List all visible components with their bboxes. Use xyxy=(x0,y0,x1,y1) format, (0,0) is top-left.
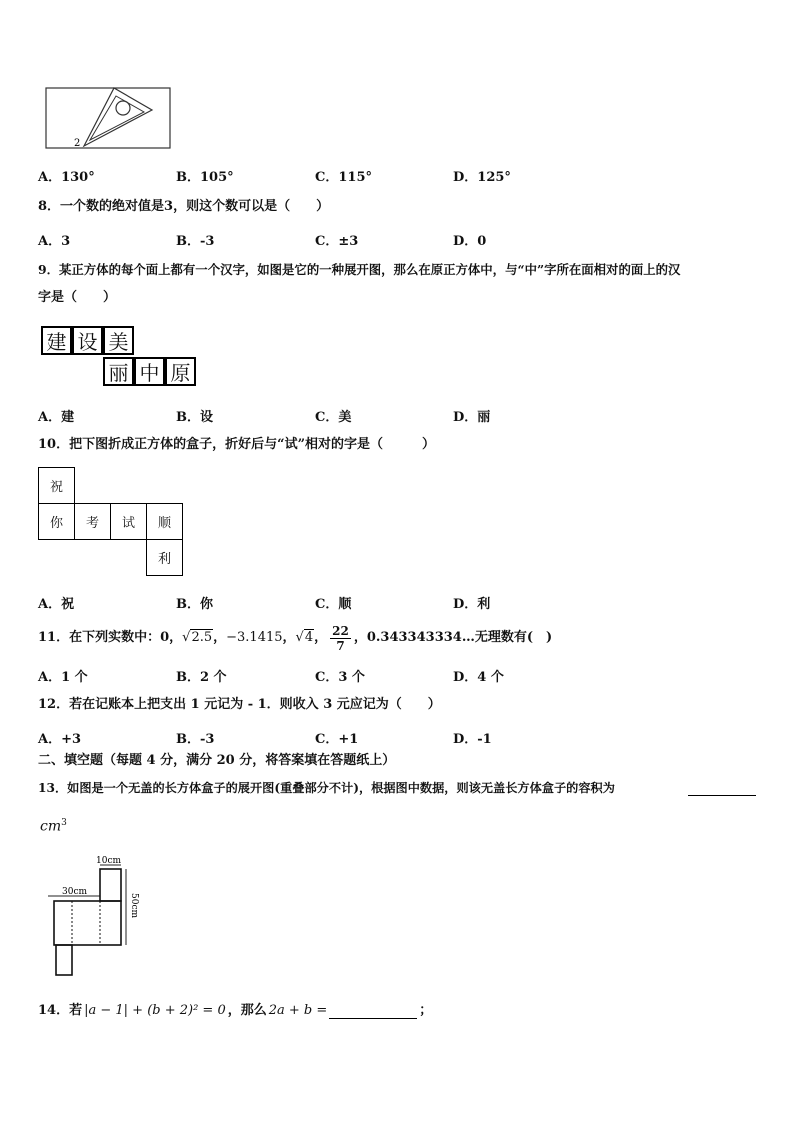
q11-sqrt-a-radicand: 2.5 xyxy=(191,630,213,645)
q13-stem: 13．如图是一个无盖的长方体盒子的展开图(重叠部分不计)，根据图中数据，则该无盖长方体盒子的容积为 xyxy=(38,781,615,795)
q9-net-cell: 美 xyxy=(103,326,134,355)
q13-label-left: 30cm xyxy=(62,887,88,897)
q10-stem: 10．把下图折成正方体的盒子，折好后与“试”相对的字是（ ） xyxy=(38,437,436,452)
q14-prefix: 14．若 xyxy=(38,1003,83,1018)
section-2-heading: 二、填空题（每题 4 分，满分 20 分，将答案填在答题纸上） xyxy=(38,753,396,768)
q13-unit xyxy=(40,818,67,835)
q11-sep-2: ， xyxy=(282,630,296,645)
q10-net-cell: 利 xyxy=(146,539,183,576)
q7-rectangle xyxy=(46,88,170,148)
q9-option-a[interactable]: A．建 xyxy=(38,410,75,425)
q8-option-b[interactable]: B．-3 xyxy=(176,234,215,249)
q11-fraction xyxy=(330,624,351,653)
q11-option-d[interactable]: D．4 个 xyxy=(453,670,504,685)
q11-option-a[interactable]: A．1 个 xyxy=(38,670,88,685)
q11-stem-prefix: 11．在下列实数中：0， xyxy=(38,630,183,645)
q10-net-cell: 你 xyxy=(38,503,75,540)
q11-frac-num: 22 xyxy=(332,623,349,638)
q8-option-a[interactable]: A．3 xyxy=(38,234,71,249)
q11-stem-suffix: ，0.343343334…无理数有( ) xyxy=(353,630,553,645)
q11-sqrt-b: √4 xyxy=(295,630,314,645)
q9-net-cell: 建 xyxy=(41,326,72,355)
q8-option-d[interactable]: D．0 xyxy=(453,234,487,249)
q9-net-cell: 设 xyxy=(72,326,103,355)
q11-frac-den: 7 xyxy=(336,638,345,653)
q10-net-cell: 考 xyxy=(74,503,111,540)
q12-option-b[interactable]: B．-3 xyxy=(176,732,215,747)
q14-answer-blank[interactable] xyxy=(329,1004,417,1019)
q13-label-right: 50cm xyxy=(129,893,139,919)
q7-circle xyxy=(116,101,130,115)
q14-stem xyxy=(38,1003,432,1019)
q12-option-c[interactable]: C．+1 xyxy=(315,732,359,747)
q12-option-d[interactable]: D．-1 xyxy=(453,732,492,747)
q9-stem-line1: 9．某正方体的每个面上都有一个汉字，如图是它的一种展开图，那么在原正方体中，与“中”字所在面相对的面上的汉 xyxy=(38,262,681,277)
q10-option-c[interactable]: C．顺 xyxy=(315,597,352,612)
q14-middle: ，那么 xyxy=(227,1003,267,1018)
q13-unit-base: cm xyxy=(40,818,62,835)
q11-sqrt-b-radicand: 4 xyxy=(304,630,314,645)
q10-option-d[interactable]: D．利 xyxy=(453,597,491,612)
q7-option-b[interactable]: B．105° xyxy=(176,170,234,185)
q11-sep-3: ， xyxy=(314,630,328,645)
q13-label-top: 10cm xyxy=(96,856,122,866)
q7-option-c[interactable]: C．115° xyxy=(315,170,372,185)
q9-option-c[interactable]: C．美 xyxy=(315,410,352,425)
q14-expression: |a − 1| + (b + 2)² = 0 xyxy=(84,1003,226,1018)
q11-stem xyxy=(38,622,552,654)
q9-net-cell: 中 xyxy=(134,357,165,386)
q9-option-b[interactable]: B．设 xyxy=(176,410,213,425)
q10-net-cell: 祝 xyxy=(38,467,75,504)
q11-sqrt-a: √2.5 xyxy=(182,630,213,645)
q10-option-b[interactable]: B．你 xyxy=(176,597,213,612)
q12-stem: 12．若在记账本上把支出 1 元记为 - 1．则收入 3 元应记为（ ） xyxy=(38,697,441,712)
q10-option-a[interactable]: A．祝 xyxy=(38,597,75,612)
q9-option-d[interactable]: D．丽 xyxy=(453,410,491,425)
q11-option-c[interactable]: C．3 个 xyxy=(315,670,365,685)
q9-net-cell: 丽 xyxy=(103,357,134,386)
q14-target: 2a + b = xyxy=(268,1003,328,1018)
q13-net-top-flap xyxy=(100,869,121,901)
q7-figure xyxy=(44,86,172,150)
q7-angle-label: 2 xyxy=(74,138,81,149)
q13-net-bottom-flap xyxy=(56,945,72,975)
q8-option-c[interactable]: C．±3 xyxy=(315,234,359,249)
q11-neg-decimal: −3.1415 xyxy=(226,630,283,645)
q11-option-b[interactable]: B．2 个 xyxy=(176,670,227,685)
q13-net-base xyxy=(54,901,121,945)
q12-option-a[interactable]: A．+3 xyxy=(38,732,82,747)
q14-suffix: ； xyxy=(419,1003,433,1018)
q11-sep-1: ， xyxy=(213,630,227,645)
q13-figure xyxy=(44,853,139,979)
q7-option-d[interactable]: D．125° xyxy=(453,170,511,185)
q10-net-cell: 顺 xyxy=(146,503,183,540)
q10-net-cell: 试 xyxy=(110,503,147,540)
q8-stem: 8．一个数的绝对值是3，则这个数可以是（ ） xyxy=(38,199,330,214)
q13-unit-exp: 3 xyxy=(61,818,67,828)
q9-net-cell: 原 xyxy=(165,357,196,386)
q7-option-a[interactable]: A．130° xyxy=(38,170,95,185)
q13-answer-blank[interactable] xyxy=(688,780,756,796)
q9-stem-line2: 字是（ ） xyxy=(38,290,117,305)
